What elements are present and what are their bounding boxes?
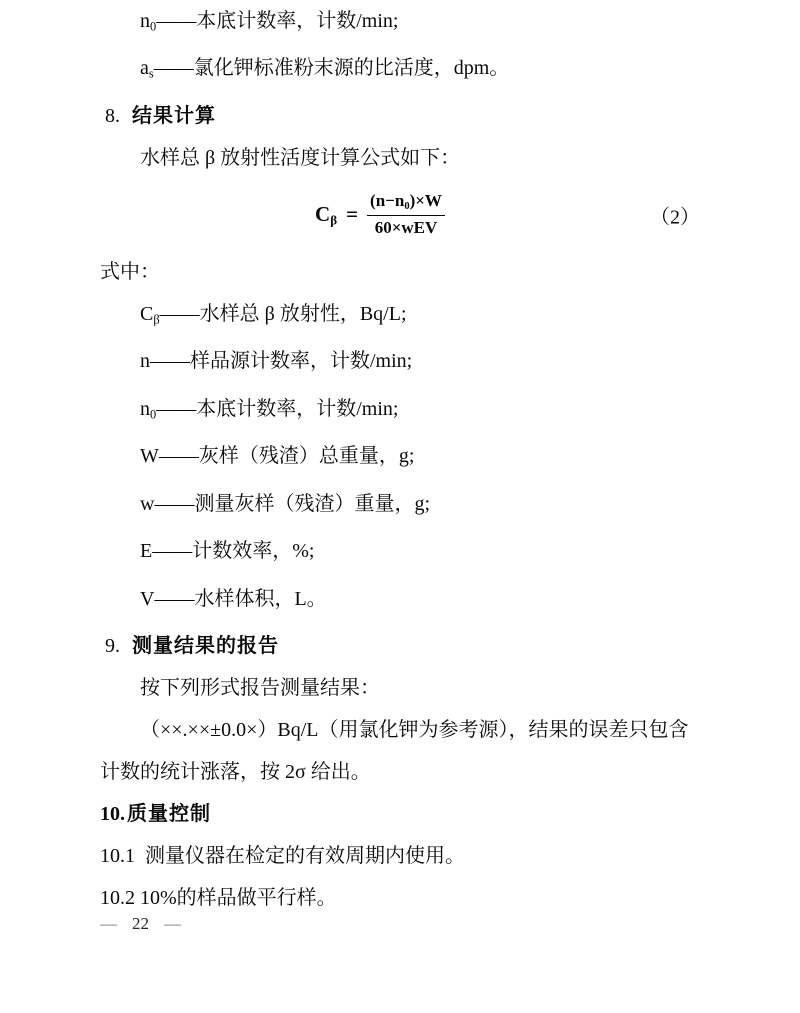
section-number: 9. <box>105 635 120 658</box>
fraction-denominator: 60×wEV <box>374 218 438 238</box>
clause-spacer <box>135 845 145 867</box>
formula-intro-text: 水样总 β 放射性活度计算公式如下： <box>140 146 461 169</box>
symbol-base: w <box>140 492 155 515</box>
footer-left-dash: — <box>100 914 117 933</box>
numerator-subscript: 0 <box>404 200 410 212</box>
definition-line-as <box>100 47 700 94</box>
definition-text: ——灰样（残渣）总重量，g; <box>158 445 415 468</box>
clause-text: 10%的样品做平行样。 <box>140 887 337 910</box>
definition-text: ——水样总 β 放射性，Bq/L; <box>159 302 407 325</box>
section-10-heading <box>100 793 700 835</box>
formula-lhs-subscript: β <box>330 212 338 228</box>
symbol-subscript: β <box>153 312 160 327</box>
definition-text: ——水样体积，L。 <box>154 587 327 610</box>
page-footer <box>100 914 181 934</box>
footer-page-number: 22 <box>132 914 149 933</box>
equation-number: （2） <box>650 206 700 229</box>
term-line-W <box>100 435 700 482</box>
section-9-heading <box>100 625 700 667</box>
section-number: 8. <box>105 104 120 127</box>
clause-10-1 <box>100 835 700 877</box>
symbol-base: n <box>140 397 150 420</box>
definition-text: ——本底计数率，计数/min; <box>156 397 399 420</box>
definition-text: ——测量灰样（残渣）重量，g; <box>154 492 431 515</box>
clause-number: 10.2 <box>100 887 135 910</box>
footer-right-dash: — <box>164 914 181 933</box>
symbol-base: E <box>140 540 153 563</box>
symbol-subscript: 0 <box>150 407 157 422</box>
definition-text: ——本底计数率，计数/min; <box>156 10 399 32</box>
report-intro-text: 按下列形式报告测量结果： <box>140 677 380 700</box>
clause-text: 测量仪器在检定的有效周期内使用。 <box>145 845 465 868</box>
formula-row <box>100 179 700 251</box>
clause-number: 10.1 <box>100 845 135 868</box>
term-line-n <box>100 340 700 387</box>
definition-line-n0-top <box>100 0 700 47</box>
section-8-heading <box>100 95 700 137</box>
symbol-base: a <box>140 57 149 80</box>
formula-lhs <box>315 202 337 229</box>
numerator-post: )×W <box>409 190 442 210</box>
numerator-pre: (n−n <box>370 190 405 210</box>
equals-sign: = <box>346 202 359 227</box>
section-title: 质量控制 <box>127 803 211 826</box>
report-format-line: （××.××±0.0×）Bq/L（用氯化钾为参考源），结果的误差只包含 <box>140 719 689 742</box>
symbol-base: C <box>140 302 154 325</box>
symbol-base: n <box>140 350 150 373</box>
symbol-base: n <box>140 10 150 32</box>
symbol-base: W <box>140 445 159 468</box>
term-line-cbeta <box>100 293 700 340</box>
where-label: 式中： <box>100 260 160 283</box>
section-number: 10. <box>100 803 125 826</box>
symbol-subscript: 0 <box>150 19 157 34</box>
fraction-numerator <box>367 190 445 216</box>
formula-beta-activity <box>315 190 445 240</box>
clause-10-2 <box>100 877 700 919</box>
report-format-continuation: 计数的统计涨落，按 2σ 给出。 <box>100 761 371 784</box>
section-title: 结果计算 <box>132 104 216 127</box>
term-line-n0 <box>100 388 700 435</box>
term-line-V <box>100 578 700 625</box>
definition-text: ——氯化钾标准粉末源的比活度，dpm。 <box>153 57 510 80</box>
formula-lhs-base: C <box>315 201 331 226</box>
definition-text: ——样品源计数率，计数/min; <box>150 350 413 373</box>
fraction <box>367 190 445 240</box>
term-line-w <box>100 483 700 530</box>
term-line-E <box>100 530 700 577</box>
definition-text: ——计数效率，%; <box>152 540 315 563</box>
symbol-subscript: s <box>148 66 154 81</box>
symbol-base: V <box>140 587 155 610</box>
section-title: 测量结果的报告 <box>132 635 279 658</box>
